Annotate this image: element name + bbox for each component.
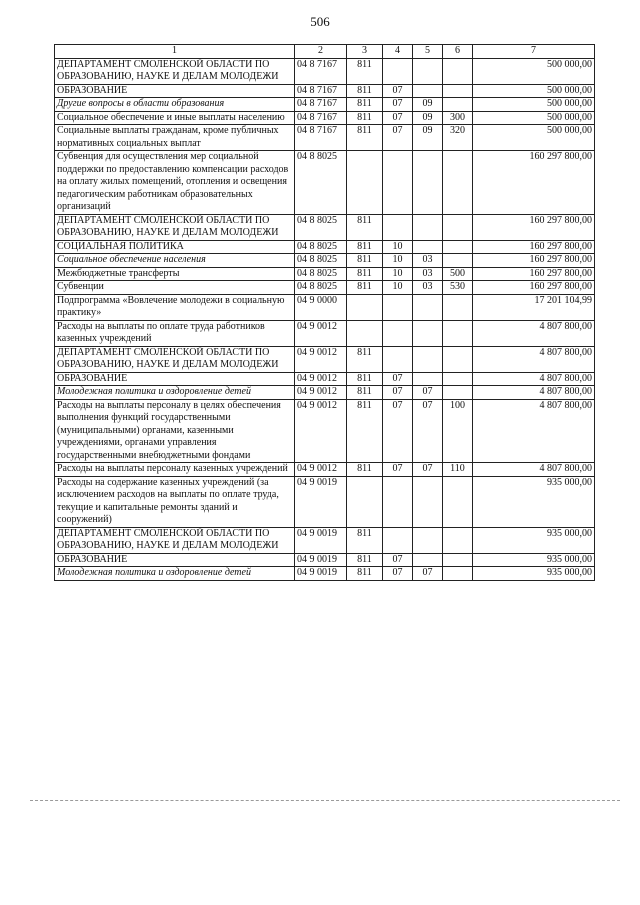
row-admin-code: 811 — [347, 58, 383, 84]
row-section-code: 07 — [383, 553, 413, 567]
row-admin-code: 811 — [347, 254, 383, 268]
table-row — [55, 281, 595, 295]
column-header: 2 — [295, 45, 347, 59]
row-amount: 935 000,00 — [473, 527, 595, 553]
row-section-code — [383, 214, 413, 240]
row-admin-code: 811 — [347, 98, 383, 112]
row-subsection-code — [413, 476, 443, 527]
page-number: 506 — [310, 14, 330, 29]
row-subsection-code — [413, 151, 443, 215]
column-header: 5 — [413, 45, 443, 59]
table-row — [55, 151, 595, 215]
table-row — [55, 267, 595, 281]
row-subsection-code — [413, 58, 443, 84]
row-name: Расходы на выплаты по оплате труда работников казенных учреждений — [55, 320, 295, 346]
row-name: ДЕПАРТАМЕНТ СМОЛЕНСКОЙ ОБЛАСТИ ПО ОБРАЗОВАНИЮ, НАУКЕ И ДЕЛАМ МОЛОДЕЖИ — [55, 214, 295, 240]
row-expense-type — [443, 240, 473, 254]
row-expense-type — [443, 151, 473, 215]
column-header: 3 — [347, 45, 383, 59]
budget-table — [54, 44, 595, 581]
row-admin-code: 811 — [347, 346, 383, 372]
row-expense-type — [443, 553, 473, 567]
row-expense-type — [443, 254, 473, 268]
row-target-code: 04 9 0000 — [295, 294, 347, 320]
row-target-code: 04 9 0019 — [295, 527, 347, 553]
row-section-code — [383, 527, 413, 553]
column-header: 1 — [55, 45, 295, 59]
table-row — [55, 346, 595, 372]
row-name: Подпрограмма «Вовлечение молодежи в социальную практику» — [55, 294, 295, 320]
row-admin-code: 811 — [347, 281, 383, 295]
row-target-code: 04 9 0019 — [295, 476, 347, 527]
row-expense-type — [443, 386, 473, 400]
row-amount: 160 297 800,00 — [473, 151, 595, 215]
row-amount: 160 297 800,00 — [473, 267, 595, 281]
row-expense-type: 100 — [443, 399, 473, 463]
row-target-code: 04 9 0019 — [295, 553, 347, 567]
row-expense-type: 320 — [443, 125, 473, 151]
row-name: Межбюджетные трансферты — [55, 267, 295, 281]
row-target-code: 04 8 8025 — [295, 281, 347, 295]
row-admin-code: 811 — [347, 399, 383, 463]
row-target-code: 04 8 8025 — [295, 214, 347, 240]
row-target-code: 04 9 0012 — [295, 386, 347, 400]
row-admin-code: 811 — [347, 463, 383, 477]
table-row — [55, 84, 595, 98]
table-row — [55, 399, 595, 463]
row-amount: 4 807 800,00 — [473, 386, 595, 400]
row-amount: 935 000,00 — [473, 553, 595, 567]
row-expense-type — [443, 214, 473, 240]
column-header: 7 — [473, 45, 595, 59]
row-target-code: 04 8 8025 — [295, 267, 347, 281]
row-subsection-code: 07 — [413, 386, 443, 400]
row-name: Социальное обеспечение и иные выплаты населению — [55, 111, 295, 125]
table-row — [55, 476, 595, 527]
row-amount: 160 297 800,00 — [473, 281, 595, 295]
row-section-code: 07 — [383, 98, 413, 112]
row-expense-type — [443, 84, 473, 98]
row-name: Социальные выплаты гражданам, кроме публичных нормативных социальных выплат — [55, 125, 295, 151]
row-amount: 17 201 104,99 — [473, 294, 595, 320]
row-expense-type — [443, 372, 473, 386]
row-name: ДЕПАРТАМЕНТ СМОЛЕНСКОЙ ОБЛАСТИ ПО ОБРАЗОВАНИЮ, НАУКЕ И ДЕЛАМ МОЛОДЕЖИ — [55, 58, 295, 84]
row-subsection-code — [413, 372, 443, 386]
row-expense-type — [443, 567, 473, 581]
row-section-code: 07 — [383, 567, 413, 581]
row-subsection-code: 03 — [413, 281, 443, 295]
row-amount: 500 000,00 — [473, 111, 595, 125]
row-expense-type — [443, 320, 473, 346]
row-amount: 4 807 800,00 — [473, 399, 595, 463]
row-name: ДЕПАРТАМЕНТ СМОЛЕНСКОЙ ОБЛАСТИ ПО ОБРАЗОВАНИЮ, НАУКЕ И ДЕЛАМ МОЛОДЕЖИ — [55, 527, 295, 553]
row-admin-code: 811 — [347, 386, 383, 400]
row-amount: 500 000,00 — [473, 98, 595, 112]
page-bottom-divider — [30, 800, 620, 801]
row-section-code: 07 — [383, 399, 413, 463]
row-amount: 160 297 800,00 — [473, 240, 595, 254]
row-target-code: 04 9 0012 — [295, 463, 347, 477]
row-admin-code: 811 — [347, 125, 383, 151]
table-row — [55, 553, 595, 567]
row-subsection-code — [413, 320, 443, 346]
row-name: ДЕПАРТАМЕНТ СМОЛЕНСКОЙ ОБЛАСТИ ПО ОБРАЗОВАНИЮ, НАУКЕ И ДЕЛАМ МОЛОДЕЖИ — [55, 346, 295, 372]
row-amount: 4 807 800,00 — [473, 372, 595, 386]
row-name: Расходы на содержание казенных учреждений (за исключением расходов на выплаты по оплате труда, текущие и капитальные ремонты зданий и сооружений) — [55, 476, 295, 527]
row-amount: 4 807 800,00 — [473, 346, 595, 372]
row-name: ОБРАЗОВАНИЕ — [55, 84, 295, 98]
row-section-code: 07 — [383, 125, 413, 151]
row-name: Молодежная политика и оздоровление детей — [55, 567, 295, 581]
table-row — [55, 386, 595, 400]
row-name: ОБРАЗОВАНИЕ — [55, 372, 295, 386]
row-subsection-code: 09 — [413, 111, 443, 125]
row-amount: 500 000,00 — [473, 58, 595, 84]
row-subsection-code — [413, 527, 443, 553]
row-section-code — [383, 58, 413, 84]
row-name: Субвенции — [55, 281, 295, 295]
row-name: Молодежная политика и оздоровление детей — [55, 386, 295, 400]
table-row — [55, 567, 595, 581]
table-row — [55, 214, 595, 240]
row-section-code — [383, 294, 413, 320]
row-amount: 160 297 800,00 — [473, 254, 595, 268]
row-expense-type — [443, 346, 473, 372]
row-admin-code — [347, 151, 383, 215]
row-expense-type — [443, 58, 473, 84]
row-amount: 160 297 800,00 — [473, 214, 595, 240]
row-subsection-code: 09 — [413, 98, 443, 112]
row-subsection-code — [413, 294, 443, 320]
table-row — [55, 58, 595, 84]
row-target-code: 04 8 8025 — [295, 254, 347, 268]
row-target-code: 04 9 0012 — [295, 320, 347, 346]
row-target-code: 04 9 0019 — [295, 567, 347, 581]
table-row — [55, 320, 595, 346]
row-section-code — [383, 476, 413, 527]
row-subsection-code: 03 — [413, 254, 443, 268]
row-admin-code: 811 — [347, 84, 383, 98]
row-target-code: 04 8 7167 — [295, 98, 347, 112]
row-target-code: 04 8 7167 — [295, 111, 347, 125]
row-amount: 500 000,00 — [473, 84, 595, 98]
table-row — [55, 463, 595, 477]
row-name: ОБРАЗОВАНИЕ — [55, 553, 295, 567]
row-expense-type — [443, 294, 473, 320]
row-section-code: 10 — [383, 267, 413, 281]
row-admin-code: 811 — [347, 527, 383, 553]
row-amount: 935 000,00 — [473, 567, 595, 581]
row-name: СОЦИАЛЬНАЯ ПОЛИТИКА — [55, 240, 295, 254]
row-admin-code — [347, 294, 383, 320]
row-admin-code — [347, 476, 383, 527]
row-section-code: 07 — [383, 386, 413, 400]
row-target-code: 04 9 0012 — [295, 399, 347, 463]
table-row — [55, 98, 595, 112]
row-expense-type — [443, 527, 473, 553]
table-body — [55, 58, 595, 580]
row-name: Расходы на выплаты персоналу казенных учреждений — [55, 463, 295, 477]
row-name: Социальное обеспечение населения — [55, 254, 295, 268]
row-expense-type — [443, 98, 473, 112]
row-section-code — [383, 320, 413, 346]
row-target-code: 04 8 8025 — [295, 240, 347, 254]
row-target-code: 04 8 7167 — [295, 125, 347, 151]
row-expense-type: 500 — [443, 267, 473, 281]
row-admin-code: 811 — [347, 553, 383, 567]
row-admin-code: 811 — [347, 240, 383, 254]
row-name: Другие вопросы в области образования — [55, 98, 295, 112]
row-admin-code: 811 — [347, 567, 383, 581]
row-expense-type: 300 — [443, 111, 473, 125]
row-section-code — [383, 151, 413, 215]
table-row — [55, 527, 595, 553]
row-amount: 4 807 800,00 — [473, 463, 595, 477]
table-row — [55, 254, 595, 268]
row-section-code: 07 — [383, 111, 413, 125]
row-section-code: 10 — [383, 281, 413, 295]
row-expense-type — [443, 476, 473, 527]
row-target-code: 04 9 0012 — [295, 346, 347, 372]
row-subsection-code — [413, 84, 443, 98]
row-section-code: 07 — [383, 372, 413, 386]
row-target-code: 04 8 7167 — [295, 84, 347, 98]
row-amount: 935 000,00 — [473, 476, 595, 527]
table-row — [55, 240, 595, 254]
table-row — [55, 125, 595, 151]
row-name: Субвенция для осуществления мер социальной поддержки по предоставлению компенсации расходов на оплату жилых помещений, отопления и освещения педагогическим работникам образовательных организаций — [55, 151, 295, 215]
row-subsection-code: 09 — [413, 125, 443, 151]
row-section-code — [383, 346, 413, 372]
row-expense-type: 110 — [443, 463, 473, 477]
row-target-code: 04 9 0012 — [295, 372, 347, 386]
row-section-code: 10 — [383, 240, 413, 254]
table-row — [55, 111, 595, 125]
row-subsection-code: 03 — [413, 267, 443, 281]
row-amount: 4 807 800,00 — [473, 320, 595, 346]
row-subsection-code — [413, 240, 443, 254]
column-header: 4 — [383, 45, 413, 59]
row-amount: 500 000,00 — [473, 125, 595, 151]
row-admin-code: 811 — [347, 214, 383, 240]
row-admin-code: 811 — [347, 267, 383, 281]
row-admin-code — [347, 320, 383, 346]
row-subsection-code — [413, 553, 443, 567]
row-subsection-code — [413, 214, 443, 240]
row-admin-code: 811 — [347, 111, 383, 125]
row-section-code: 07 — [383, 84, 413, 98]
row-target-code: 04 8 7167 — [295, 58, 347, 84]
table-header-row — [55, 45, 595, 59]
row-expense-type: 530 — [443, 281, 473, 295]
row-target-code: 04 8 8025 — [295, 151, 347, 215]
table-row — [55, 372, 595, 386]
row-section-code: 10 — [383, 254, 413, 268]
row-section-code: 07 — [383, 463, 413, 477]
column-header: 6 — [443, 45, 473, 59]
table-row — [55, 294, 595, 320]
row-subsection-code: 07 — [413, 567, 443, 581]
row-subsection-code: 07 — [413, 463, 443, 477]
row-subsection-code — [413, 346, 443, 372]
row-name: Расходы на выплаты персоналу в целях обеспечения выполнения функций государственными (муниципальными) органами, казенными учреждениями, органами управления государственными внебюджетными фондами — [55, 399, 295, 463]
row-subsection-code: 07 — [413, 399, 443, 463]
row-admin-code: 811 — [347, 372, 383, 386]
